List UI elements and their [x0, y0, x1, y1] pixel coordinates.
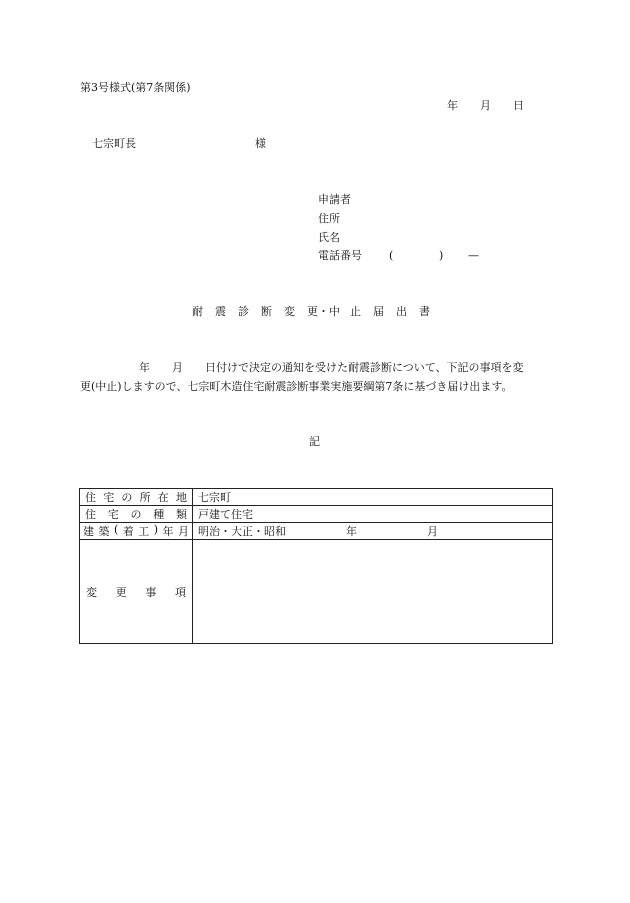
label-char: 更 [115, 585, 127, 599]
label-char: 建 [83, 525, 94, 538]
title-char: 届 [373, 305, 384, 318]
label-char: の [121, 491, 133, 504]
ki-heading: 記 [309, 435, 320, 448]
row-label-changes [80, 540, 193, 644]
label-char: 宅 [103, 491, 115, 504]
row-value-construction [193, 523, 553, 540]
title-char: 断 [261, 305, 272, 318]
label-char: 事 [145, 585, 157, 599]
row-value-changes [193, 540, 553, 644]
title-char: 出 [396, 305, 407, 318]
label-char: 在 [157, 491, 169, 504]
label-char: 類 [176, 508, 187, 521]
date-year: 年 [447, 99, 458, 112]
label-char: の [130, 508, 142, 521]
era-options: 明治・大正・昭和 [198, 525, 286, 538]
row-label-construction [80, 523, 193, 540]
label-char: 着 [122, 525, 134, 538]
label-char: 宅 [107, 508, 119, 521]
date-line [447, 100, 524, 111]
title-char: 震 [215, 305, 226, 318]
applicant-phone-line [318, 250, 488, 261]
phone-dash: — [468, 249, 479, 262]
addressee-title: 七宗町長 [92, 137, 136, 150]
label-char: 項 [174, 585, 186, 599]
row-label-type [80, 506, 193, 523]
body-line-2: 更(中止)しますので、七宗町木造住宅耐震診断事業実施要綱第7条に基づき届け出ます。 [80, 380, 513, 393]
title-char: 変 [284, 305, 295, 318]
label-char: 住 [85, 508, 96, 521]
label-char: 住 [85, 491, 96, 504]
label-char: 築 [98, 525, 110, 538]
row-value-location: 七宗町 [193, 489, 553, 506]
title-char: 耐 [192, 305, 203, 318]
phone-paren-open: ( [389, 249, 394, 262]
title-char: 書 [419, 305, 430, 318]
applicant-label: 申請者 [318, 193, 351, 206]
body-line-1: 年 月 日付けで決定の通知を受けた耐震診断について、下記の事項を変 [139, 361, 524, 374]
title-char: 止 [350, 305, 361, 318]
phone-paren-close: ) [439, 249, 444, 262]
date-month: 月 [480, 99, 491, 112]
construction-year: 年 [346, 525, 357, 538]
title-char: 更・中 [307, 305, 340, 318]
table-row [80, 489, 553, 506]
label-char: 所 [139, 491, 151, 504]
applicant-address-label: 住所 [318, 212, 340, 225]
table-row [80, 506, 553, 523]
applicant-name-label: 氏名 [318, 231, 340, 244]
label-char: 月 [177, 525, 189, 538]
label-char: 種 [153, 508, 165, 521]
label-char: 工 [138, 525, 150, 538]
addressee-honorific: 様 [255, 137, 266, 150]
label-char: 変 [86, 585, 97, 599]
document-title [192, 306, 442, 317]
construction-month: 月 [427, 525, 438, 538]
form-number: 第3号様式(第7条関係) [80, 81, 191, 94]
label-char: ( [113, 523, 119, 536]
table-row [80, 540, 553, 644]
row-value-type: 戸建て住宅 [193, 506, 553, 523]
row-label-location [80, 489, 193, 506]
detail-table [79, 488, 553, 644]
applicant-phone-label: 電話番号 [318, 249, 362, 262]
label-char: 年 [162, 525, 174, 538]
title-char: 診 [238, 305, 249, 318]
table-row [80, 523, 553, 540]
label-char: 地 [175, 491, 187, 504]
label-char: ) [153, 523, 159, 536]
date-day: 日 [513, 99, 524, 112]
